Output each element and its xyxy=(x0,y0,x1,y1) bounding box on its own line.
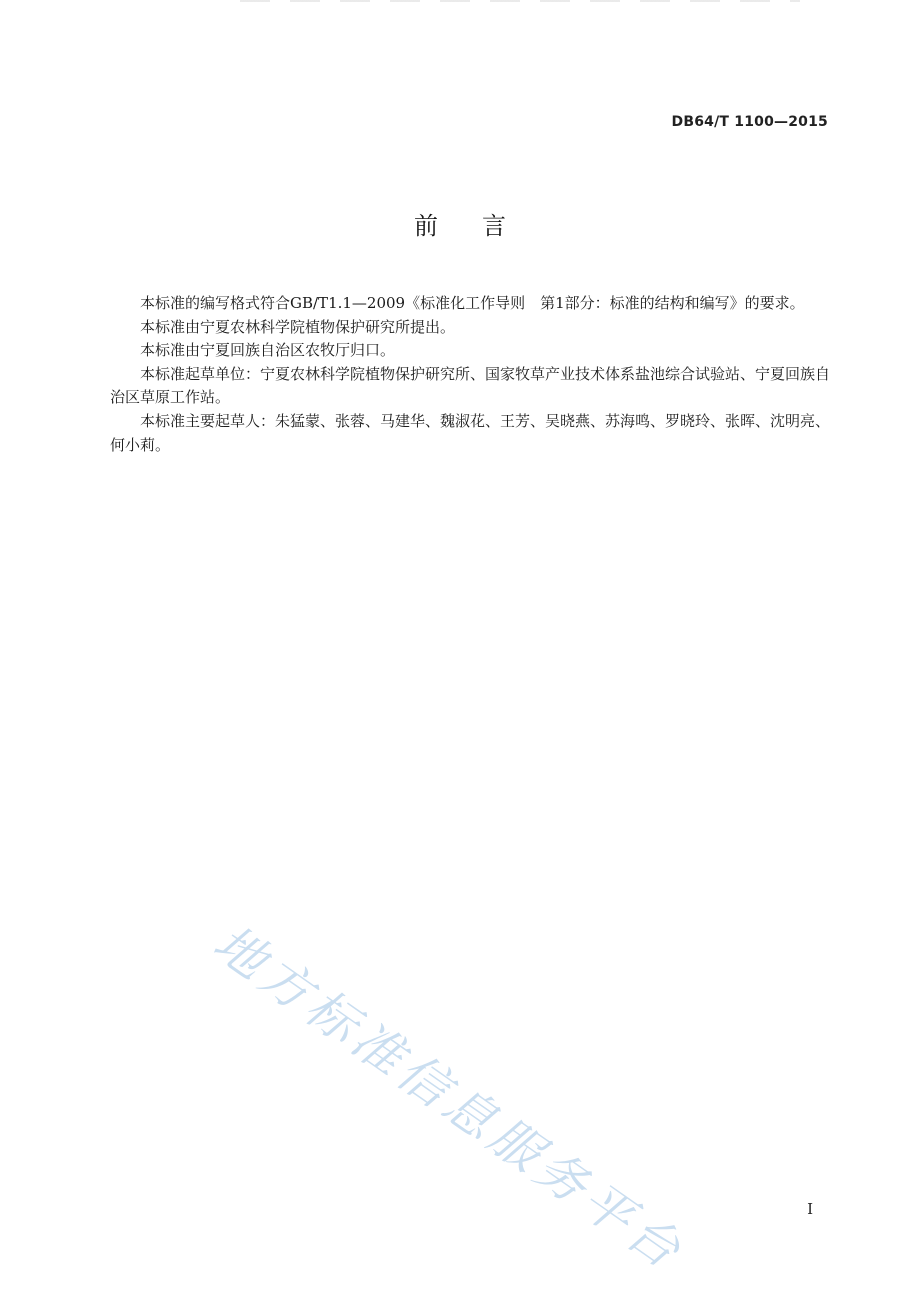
paragraph-format: 本标准的编写格式符合GB/T1.1—2009《标准化工作导则 第1部分：标准的结构和编写》的要求。 xyxy=(140,294,805,312)
scan-artifact-line xyxy=(240,0,800,2)
paragraph-drafting-units: 本标准起草单位：宁夏农林科学院植物保护研究所、国家牧草产业技术体系盐池综合试验站、宁夏回族自治区草原工作站。 xyxy=(110,364,831,407)
document-code: DB64/T 1100—2015 xyxy=(671,114,828,130)
paragraph-drafters: 本标准主要起草人：朱猛蒙、张蓉、马建华、魏淑花、王芳、吴晓燕、苏海鸣、罗晓玲、张晖、沈明亮、何小莉。 xyxy=(110,411,831,454)
paragraph-administrator: 本标准由宁夏回族自治区农牧厅归口。 xyxy=(140,341,396,360)
watermark-text: 地方标准信息服务平台 xyxy=(203,913,696,1283)
page-title: 前言 xyxy=(414,212,550,240)
paragraph-proposer: 本标准由宁夏农林科学院植物保护研究所提出。 xyxy=(140,317,456,336)
page-number: I xyxy=(807,1200,813,1218)
foreword-body xyxy=(110,292,830,457)
